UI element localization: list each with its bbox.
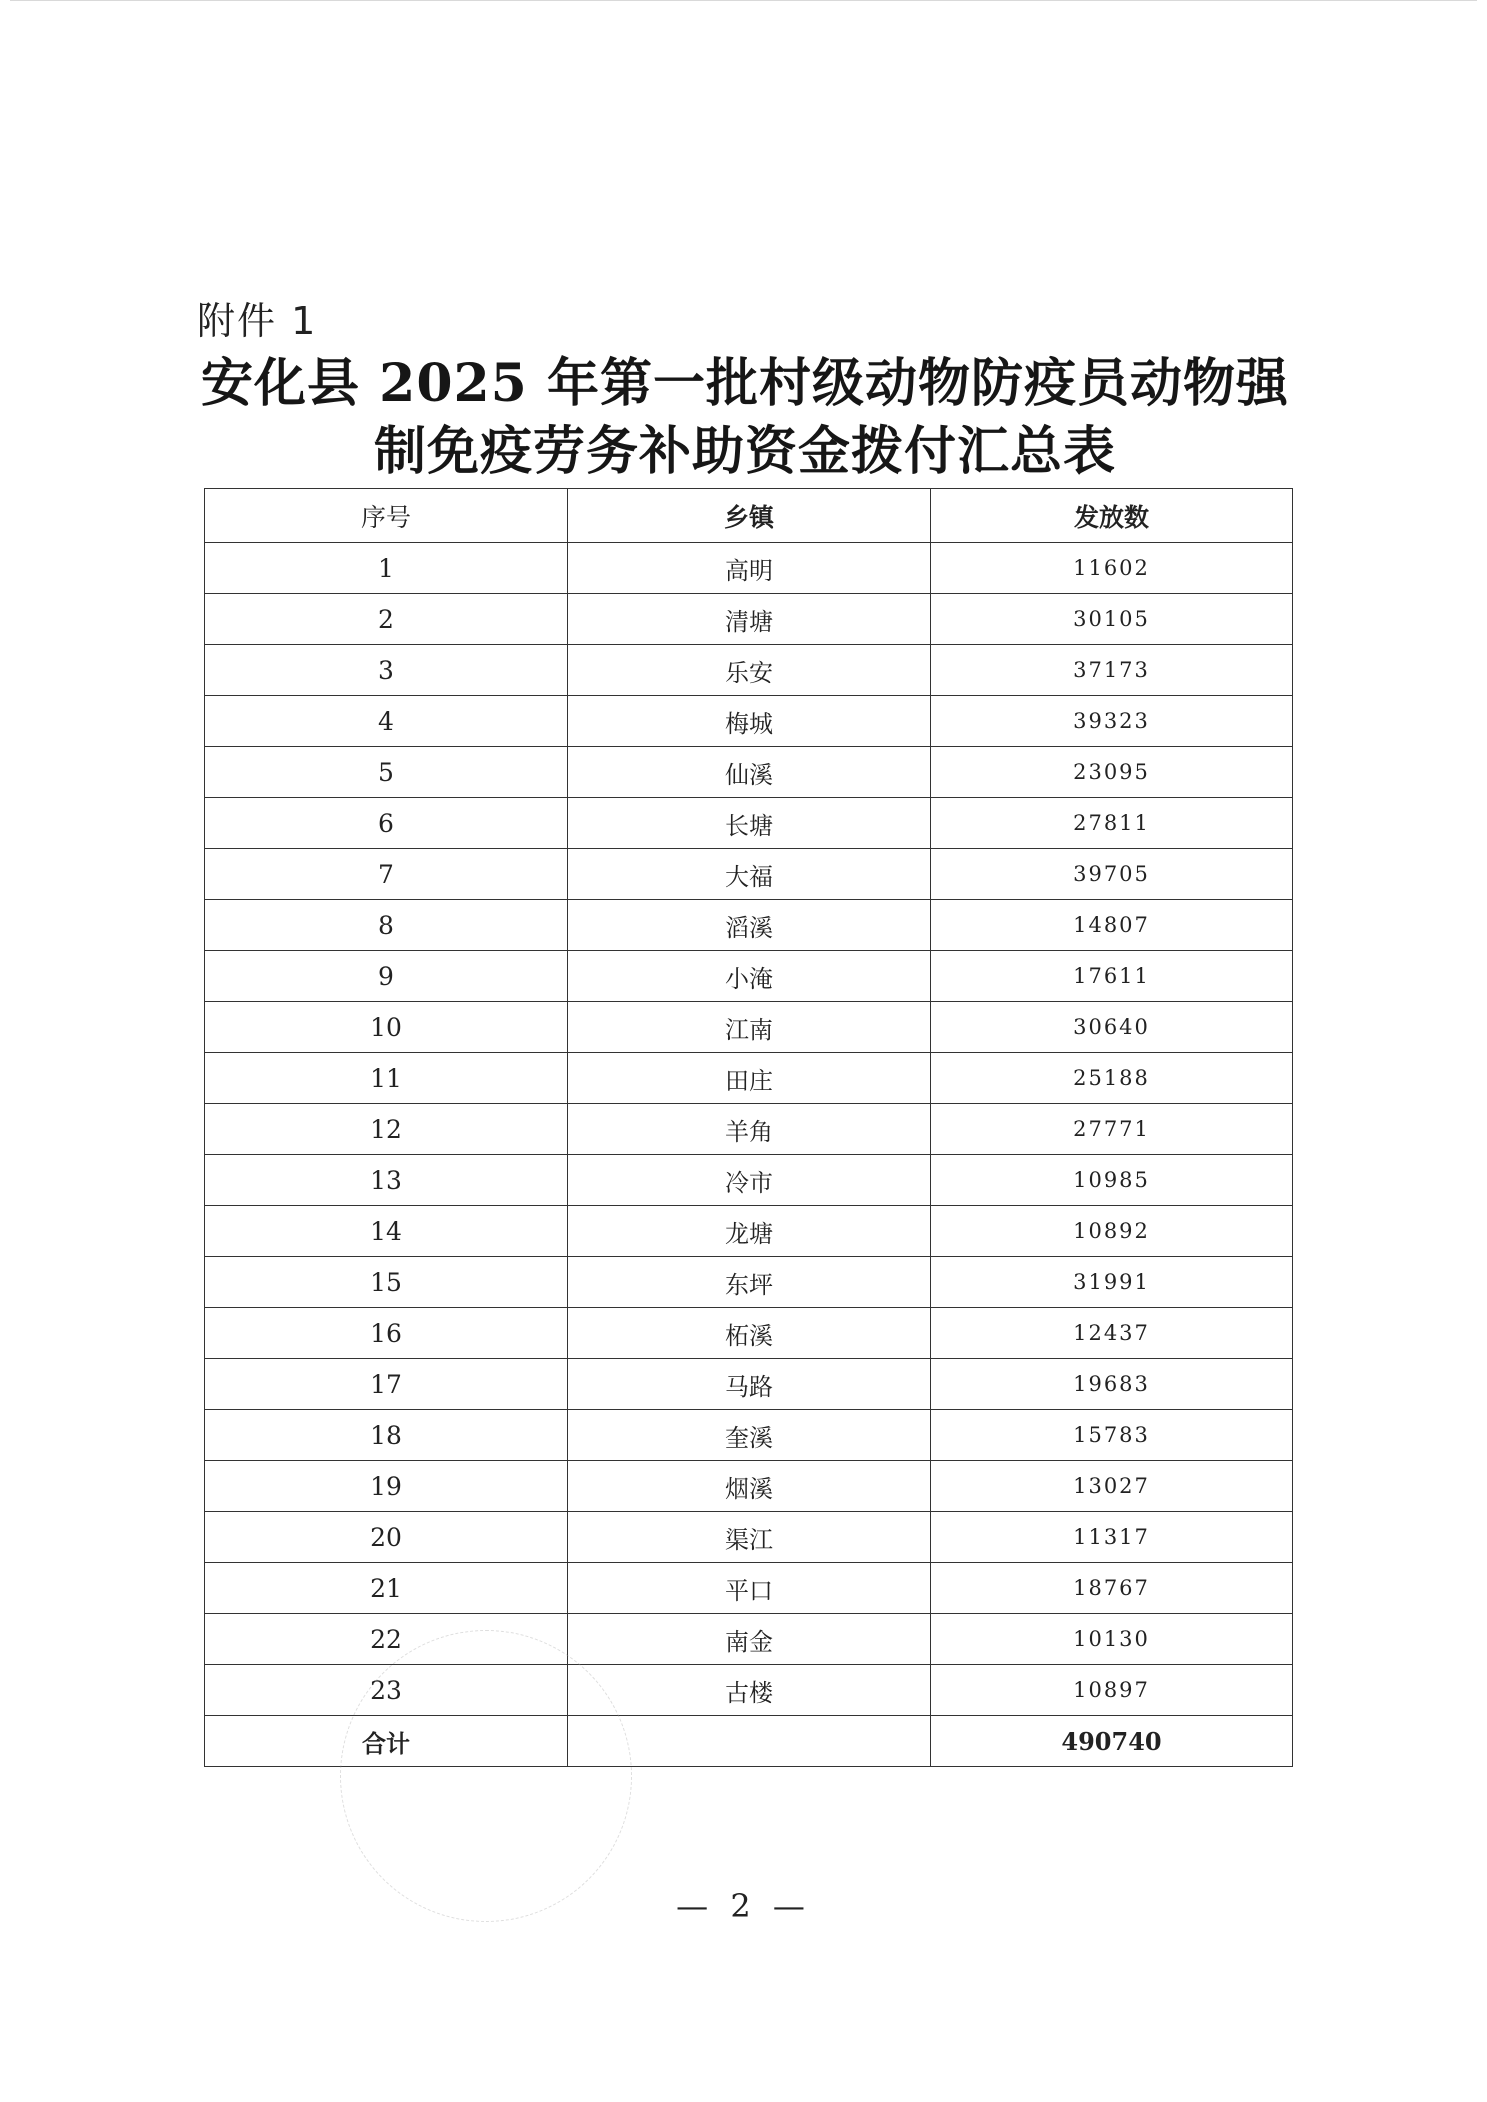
row-index: 17 bbox=[205, 1359, 568, 1410]
table-row bbox=[205, 951, 1293, 1002]
row-index: 22 bbox=[205, 1614, 568, 1665]
table-row bbox=[205, 1053, 1293, 1104]
table-row bbox=[205, 1308, 1293, 1359]
row-index: 8 bbox=[205, 900, 568, 951]
table-row bbox=[205, 1359, 1293, 1410]
scan-edge-line bbox=[10, 0, 1477, 1]
header-town: 乡镇 bbox=[568, 489, 931, 543]
table-row bbox=[205, 1563, 1293, 1614]
row-town: 高明 bbox=[568, 543, 931, 594]
row-index: 10 bbox=[205, 1002, 568, 1053]
row-amount: 14807 bbox=[931, 900, 1293, 951]
row-town: 奎溪 bbox=[568, 1410, 931, 1461]
table-row bbox=[205, 1257, 1293, 1308]
row-index: 5 bbox=[205, 747, 568, 798]
table-row bbox=[205, 1512, 1293, 1563]
row-amount: 27771 bbox=[931, 1104, 1293, 1155]
row-town: 乐安 bbox=[568, 645, 931, 696]
table-row bbox=[205, 543, 1293, 594]
row-amount: 31991 bbox=[931, 1257, 1293, 1308]
row-town: 烟溪 bbox=[568, 1461, 931, 1512]
table-row bbox=[205, 594, 1293, 645]
row-index: 15 bbox=[205, 1257, 568, 1308]
faint-seal-mark bbox=[340, 1630, 632, 1922]
table-row bbox=[205, 1104, 1293, 1155]
row-index: 3 bbox=[205, 645, 568, 696]
row-town: 仙溪 bbox=[568, 747, 931, 798]
title-line-2: 制免疫劳务补助资金拨付汇总表 bbox=[373, 421, 1116, 482]
row-amount: 30105 bbox=[931, 594, 1293, 645]
row-town: 小淹 bbox=[568, 951, 931, 1002]
row-town: 羊角 bbox=[568, 1104, 931, 1155]
table-row bbox=[205, 900, 1293, 951]
row-amount: 39323 bbox=[931, 696, 1293, 747]
row-town: 梅城 bbox=[568, 696, 931, 747]
table-row bbox=[205, 849, 1293, 900]
row-town: 东坪 bbox=[568, 1257, 931, 1308]
row-index: 16 bbox=[205, 1308, 568, 1359]
row-town: 清塘 bbox=[568, 594, 931, 645]
attachment-label: 附件 1 bbox=[197, 299, 318, 343]
row-amount: 13027 bbox=[931, 1461, 1293, 1512]
row-town: 滔溪 bbox=[568, 900, 931, 951]
row-amount: 23095 bbox=[931, 747, 1293, 798]
row-amount: 11602 bbox=[931, 543, 1293, 594]
row-index: 18 bbox=[205, 1410, 568, 1461]
row-town: 田庄 bbox=[568, 1053, 931, 1104]
row-town: 江南 bbox=[568, 1002, 931, 1053]
row-amount: 10897 bbox=[931, 1665, 1293, 1716]
row-index: 21 bbox=[205, 1563, 568, 1614]
table-row bbox=[205, 1002, 1293, 1053]
row-town: 渠江 bbox=[568, 1512, 931, 1563]
row-index: 23 bbox=[205, 1665, 568, 1716]
table-row bbox=[205, 1410, 1293, 1461]
header-amount: 发放数 bbox=[931, 489, 1293, 543]
total-label: 合计 bbox=[205, 1716, 568, 1767]
title-line-1: 安化县 2025 年第一批村级动物防疫员动物强 bbox=[201, 353, 1289, 414]
row-town: 平口 bbox=[568, 1563, 931, 1614]
subsidy-summary-table bbox=[204, 488, 1293, 1767]
row-amount: 12437 bbox=[931, 1308, 1293, 1359]
row-town: 冷市 bbox=[568, 1155, 931, 1206]
row-index: 14 bbox=[205, 1206, 568, 1257]
header-index: 序号 bbox=[205, 489, 568, 543]
row-amount: 30640 bbox=[931, 1002, 1293, 1053]
table-row bbox=[205, 1155, 1293, 1206]
row-town: 长塘 bbox=[568, 798, 931, 849]
row-index: 1 bbox=[205, 543, 568, 594]
row-town: 南金 bbox=[568, 1614, 931, 1665]
table-row bbox=[205, 1206, 1293, 1257]
row-town: 马路 bbox=[568, 1359, 931, 1410]
row-town: 古楼 bbox=[568, 1665, 931, 1716]
document-title bbox=[170, 350, 1320, 486]
row-amount: 10130 bbox=[931, 1614, 1293, 1665]
row-town: 柘溪 bbox=[568, 1308, 931, 1359]
table-row bbox=[205, 1461, 1293, 1512]
row-amount: 11317 bbox=[931, 1512, 1293, 1563]
page-number: — 2 — bbox=[676, 1887, 811, 1925]
row-amount: 27811 bbox=[931, 798, 1293, 849]
table-header-row bbox=[205, 489, 1293, 543]
table-row bbox=[205, 1614, 1293, 1665]
row-amount: 18767 bbox=[931, 1563, 1293, 1614]
row-amount: 15783 bbox=[931, 1410, 1293, 1461]
row-amount: 10892 bbox=[931, 1206, 1293, 1257]
row-town: 龙塘 bbox=[568, 1206, 931, 1257]
total-amount: 490740 bbox=[931, 1716, 1293, 1767]
row-amount: 17611 bbox=[931, 951, 1293, 1002]
row-index: 6 bbox=[205, 798, 568, 849]
row-amount: 37173 bbox=[931, 645, 1293, 696]
table-row bbox=[205, 798, 1293, 849]
row-amount: 19683 bbox=[931, 1359, 1293, 1410]
row-index: 13 bbox=[205, 1155, 568, 1206]
row-index: 19 bbox=[205, 1461, 568, 1512]
table-row bbox=[205, 696, 1293, 747]
row-amount: 10985 bbox=[931, 1155, 1293, 1206]
row-index: 7 bbox=[205, 849, 568, 900]
row-index: 12 bbox=[205, 1104, 568, 1155]
table-row bbox=[205, 645, 1293, 696]
row-index: 9 bbox=[205, 951, 568, 1002]
table-row bbox=[205, 747, 1293, 798]
row-index: 2 bbox=[205, 594, 568, 645]
row-index: 20 bbox=[205, 1512, 568, 1563]
row-index: 11 bbox=[205, 1053, 568, 1104]
row-town: 大福 bbox=[568, 849, 931, 900]
row-amount: 25188 bbox=[931, 1053, 1293, 1104]
row-index: 4 bbox=[205, 696, 568, 747]
row-amount: 39705 bbox=[931, 849, 1293, 900]
